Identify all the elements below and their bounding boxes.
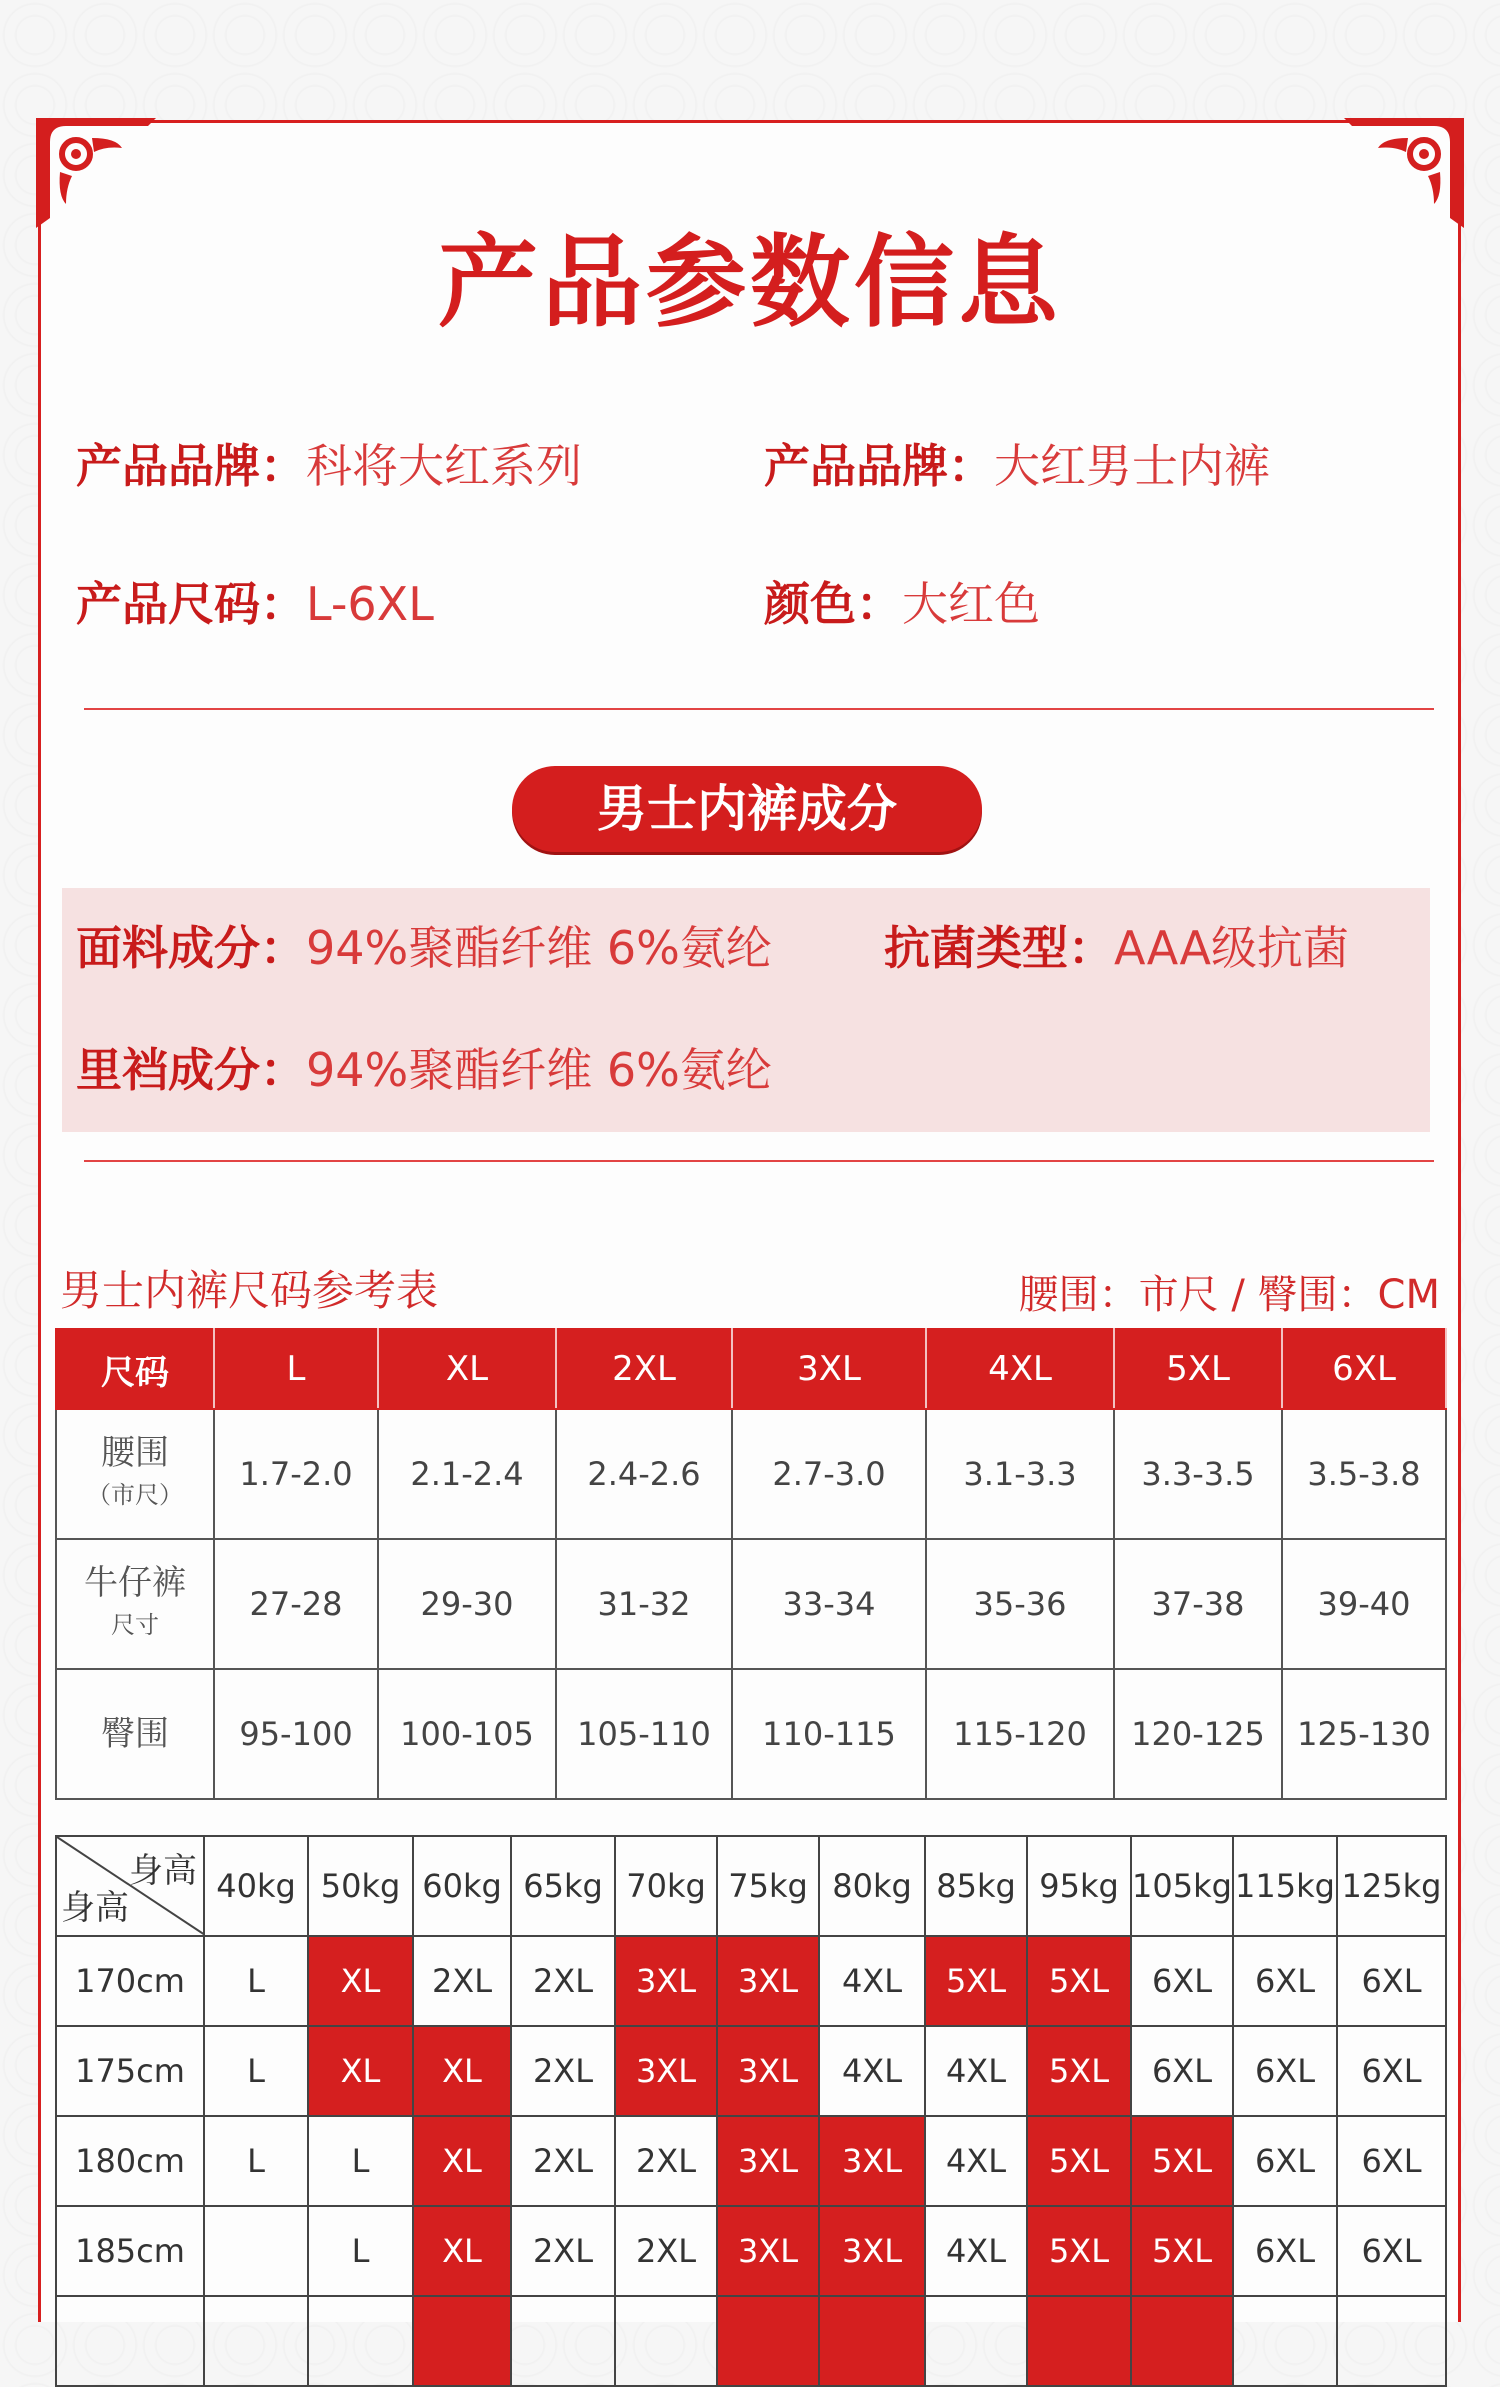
info-label: 产品尺码： xyxy=(76,577,306,631)
info-brand-name xyxy=(764,436,1270,496)
height-label xyxy=(56,2296,204,2386)
fit-cell xyxy=(819,2296,925,2386)
composition-antibacterial xyxy=(884,918,1349,978)
table-cell: 2.1-2.4 xyxy=(378,1409,556,1539)
fit-cell: 5XL xyxy=(925,1936,1027,2026)
table-cell: 3.3-3.5 xyxy=(1114,1409,1282,1539)
size-header-cell: 2XL xyxy=(556,1329,732,1409)
table-cell: 29-30 xyxy=(378,1539,556,1669)
weight-header-cell: 50kg xyxy=(308,1836,413,1936)
corner-label-bottom: 身高 xyxy=(61,1888,129,1928)
fit-cell xyxy=(308,2296,413,2386)
fit-cell: 2XL xyxy=(615,2116,717,2206)
table-cell: 105-110 xyxy=(556,1669,732,1799)
row-label xyxy=(56,1669,214,1799)
page-title: 产品参数信息 xyxy=(438,223,1062,341)
fit-cell xyxy=(1233,2296,1337,2386)
size-table-unit-note: 腰围：市尺 / 臀围：CM xyxy=(1018,1272,1440,1318)
weight-header-cell: 40kg xyxy=(204,1836,308,1936)
info-value: 94%聚酯纤维 6%氨纶 xyxy=(306,1043,772,1097)
fit-cell: XL xyxy=(413,2116,511,2206)
fit-cell xyxy=(204,2206,308,2296)
fit-cell: 5XL xyxy=(1027,2116,1131,2206)
fit-cell: 6XL xyxy=(1337,1936,1446,2026)
fit-cell: 5XL xyxy=(1131,2116,1233,2206)
table-cell: 2.7-3.0 xyxy=(732,1409,926,1539)
fit-cell: 4XL xyxy=(925,2206,1027,2296)
fit-cell: 6XL xyxy=(1131,1936,1233,2026)
fit-cell: 2XL xyxy=(511,2206,615,2296)
fit-cell: 6XL xyxy=(1131,2026,1233,2116)
fit-cell: 6XL xyxy=(1233,2206,1337,2296)
corner-ornament-right xyxy=(1344,118,1464,228)
size-table-header xyxy=(56,1329,1446,1409)
height-label: 180cm xyxy=(56,2116,204,2206)
fit-cell xyxy=(204,2296,308,2386)
table-cell: 100-105 xyxy=(378,1669,556,1799)
fit-table-header xyxy=(56,1836,1446,1936)
table-cell: 110-115 xyxy=(732,1669,926,1799)
weight-header-cell: 95kg xyxy=(1027,1836,1131,1936)
divider xyxy=(84,708,1434,710)
corner-ornament-left xyxy=(36,118,156,228)
fit-cell: 4XL xyxy=(819,1936,925,2026)
fit-cell: 2XL xyxy=(615,2206,717,2296)
fit-cell: 5XL xyxy=(1027,2206,1131,2296)
table-row xyxy=(56,1409,1446,1539)
weight-header-cell: 75kg xyxy=(717,1836,819,1936)
fit-cell: 6XL xyxy=(1233,1936,1337,2026)
row-label-text: 臀围 xyxy=(101,1714,169,1754)
table-cell: 27-28 xyxy=(214,1539,378,1669)
fit-cell xyxy=(413,2296,511,2386)
divider xyxy=(84,1160,1434,1162)
weight-header-cell: 85kg xyxy=(925,1836,1027,1936)
info-brand-series xyxy=(76,436,582,496)
fit-cell: XL xyxy=(308,1936,413,2026)
row-label-text: 牛仔裤 xyxy=(84,1563,186,1603)
fit-cell xyxy=(1337,2296,1446,2386)
row-label xyxy=(56,1409,214,1539)
fit-cell xyxy=(1131,2296,1233,2386)
fit-cell: 2XL xyxy=(413,1936,511,2026)
table-cell: 3.5-3.8 xyxy=(1282,1409,1446,1539)
weight-header-cell: 70kg xyxy=(615,1836,717,1936)
fit-cell: 6XL xyxy=(1233,2116,1337,2206)
size-header-cell: L xyxy=(214,1329,378,1409)
weight-header-cell: 115kg xyxy=(1233,1836,1337,1936)
weight-header-cell: 65kg xyxy=(511,1836,615,1936)
fit-cell: L xyxy=(204,2116,308,2206)
info-value: 大红男士内裤 xyxy=(994,439,1270,493)
info-label: 里裆成分： xyxy=(76,1043,306,1097)
info-value: 科将大红系列 xyxy=(306,439,582,493)
table-row xyxy=(56,2206,1446,2296)
table-cell: 39-40 xyxy=(1282,1539,1446,1669)
fit-cell: 2XL xyxy=(511,1936,615,2026)
info-value: AAA级抗菌 xyxy=(1114,921,1349,975)
size-table xyxy=(55,1328,1447,1800)
fit-cell: L xyxy=(308,2206,413,2296)
height-label: 185cm xyxy=(56,2206,204,2296)
table-row xyxy=(56,1936,1446,2026)
info-value: L-6XL xyxy=(306,577,434,631)
fit-cell: 5XL xyxy=(1131,2206,1233,2296)
weight-header-cell: 60kg xyxy=(413,1836,511,1936)
composition-fabric xyxy=(76,918,772,978)
fit-cell: 5XL xyxy=(1027,2026,1131,2116)
fit-cell: 3XL xyxy=(717,2206,819,2296)
fit-cell: XL xyxy=(413,2026,511,2116)
info-value: 大红色 xyxy=(902,577,1040,631)
height-label: 175cm xyxy=(56,2026,204,2116)
height-label: 170cm xyxy=(56,1936,204,2026)
table-cell: 35-36 xyxy=(926,1539,1114,1669)
fit-cell: 6XL xyxy=(1337,2206,1446,2296)
fit-cell: 4XL xyxy=(819,2026,925,2116)
fit-cell: 3XL xyxy=(615,1936,717,2026)
fit-cell: 4XL xyxy=(925,2116,1027,2206)
info-label: 面料成分： xyxy=(76,921,306,975)
fit-cell: 3XL xyxy=(819,2206,925,2296)
fit-cell: 2XL xyxy=(511,2026,615,2116)
fit-cell: 6XL xyxy=(1233,2026,1337,2116)
fit-cell xyxy=(717,2296,819,2386)
row-label-text: 腰围 xyxy=(101,1433,169,1473)
table-cell: 3.1-3.3 xyxy=(926,1409,1114,1539)
fit-cell: 6XL xyxy=(1337,2116,1446,2206)
table-cell: 31-32 xyxy=(556,1539,732,1669)
fit-cell: L xyxy=(308,2116,413,2206)
size-table-title: 男士内裤尺码参考表 xyxy=(60,1266,439,1315)
fit-cell: 5XL xyxy=(1027,1936,1131,2026)
fit-table xyxy=(55,1835,1447,2387)
table-cell: 33-34 xyxy=(732,1539,926,1669)
fit-cell: 3XL xyxy=(819,2116,925,2206)
weight-header-cell: 105kg xyxy=(1131,1836,1233,1936)
fit-cell: XL xyxy=(413,2206,511,2296)
row-label xyxy=(56,1539,214,1669)
size-header-cell: 6XL xyxy=(1282,1329,1446,1409)
table-cell: 2.4-2.6 xyxy=(556,1409,732,1539)
fit-table-body xyxy=(56,1936,1446,2386)
info-label: 颜色： xyxy=(764,577,902,631)
table-row xyxy=(56,1669,1446,1799)
weight-header-cell: 125kg xyxy=(1337,1836,1446,1936)
fit-cell: 3XL xyxy=(615,2026,717,2116)
table-cell: 125-130 xyxy=(1282,1669,1446,1799)
info-label: 抗菌类型： xyxy=(884,921,1114,975)
size-header-cell: XL xyxy=(378,1329,556,1409)
composition-title: 男士内裤成分 xyxy=(512,766,982,852)
fit-cell: 4XL xyxy=(925,2026,1027,2116)
fit-corner-cell xyxy=(56,1836,204,1936)
size-header-cell: 5XL xyxy=(1114,1329,1282,1409)
fit-cell: 3XL xyxy=(717,2026,819,2116)
composition-crotch xyxy=(76,1040,772,1100)
table-row xyxy=(56,2116,1446,2206)
table-cell: 1.7-2.0 xyxy=(214,1409,378,1539)
fit-cell xyxy=(925,2296,1027,2386)
info-value: 94%聚酯纤维 6%氨纶 xyxy=(306,921,772,975)
fit-cell: XL xyxy=(308,2026,413,2116)
info-label: 产品品牌： xyxy=(764,439,994,493)
size-header-label: 尺码 xyxy=(56,1329,214,1409)
size-header-cell: 4XL xyxy=(926,1329,1114,1409)
fit-cell: 6XL xyxy=(1337,2026,1446,2116)
corner-label-top: 身高 xyxy=(129,1851,197,1891)
fit-cell: 2XL xyxy=(511,2116,615,2206)
table-row xyxy=(56,2296,1446,2386)
table-cell: 120-125 xyxy=(1114,1669,1282,1799)
fit-cell xyxy=(1027,2296,1131,2386)
table-row xyxy=(56,2026,1446,2116)
table-cell: 95-100 xyxy=(214,1669,378,1799)
table-cell: 37-38 xyxy=(1114,1539,1282,1669)
table-cell: 115-120 xyxy=(926,1669,1114,1799)
size-header-cell: 3XL xyxy=(732,1329,926,1409)
fit-cell: 3XL xyxy=(717,2116,819,2206)
fit-cell xyxy=(615,2296,717,2386)
info-label: 产品品牌： xyxy=(76,439,306,493)
fit-cell: L xyxy=(204,1936,308,2026)
fit-cell: 3XL xyxy=(717,1936,819,2026)
info-color xyxy=(764,574,1040,634)
row-sublabel: 尺寸 xyxy=(111,1611,159,1639)
row-sublabel: （市尺） xyxy=(87,1481,183,1509)
fit-cell: L xyxy=(204,2026,308,2116)
table-row xyxy=(56,1539,1446,1669)
info-size-range xyxy=(76,574,434,634)
fit-cell xyxy=(511,2296,615,2386)
weight-header-cell: 80kg xyxy=(819,1836,925,1936)
